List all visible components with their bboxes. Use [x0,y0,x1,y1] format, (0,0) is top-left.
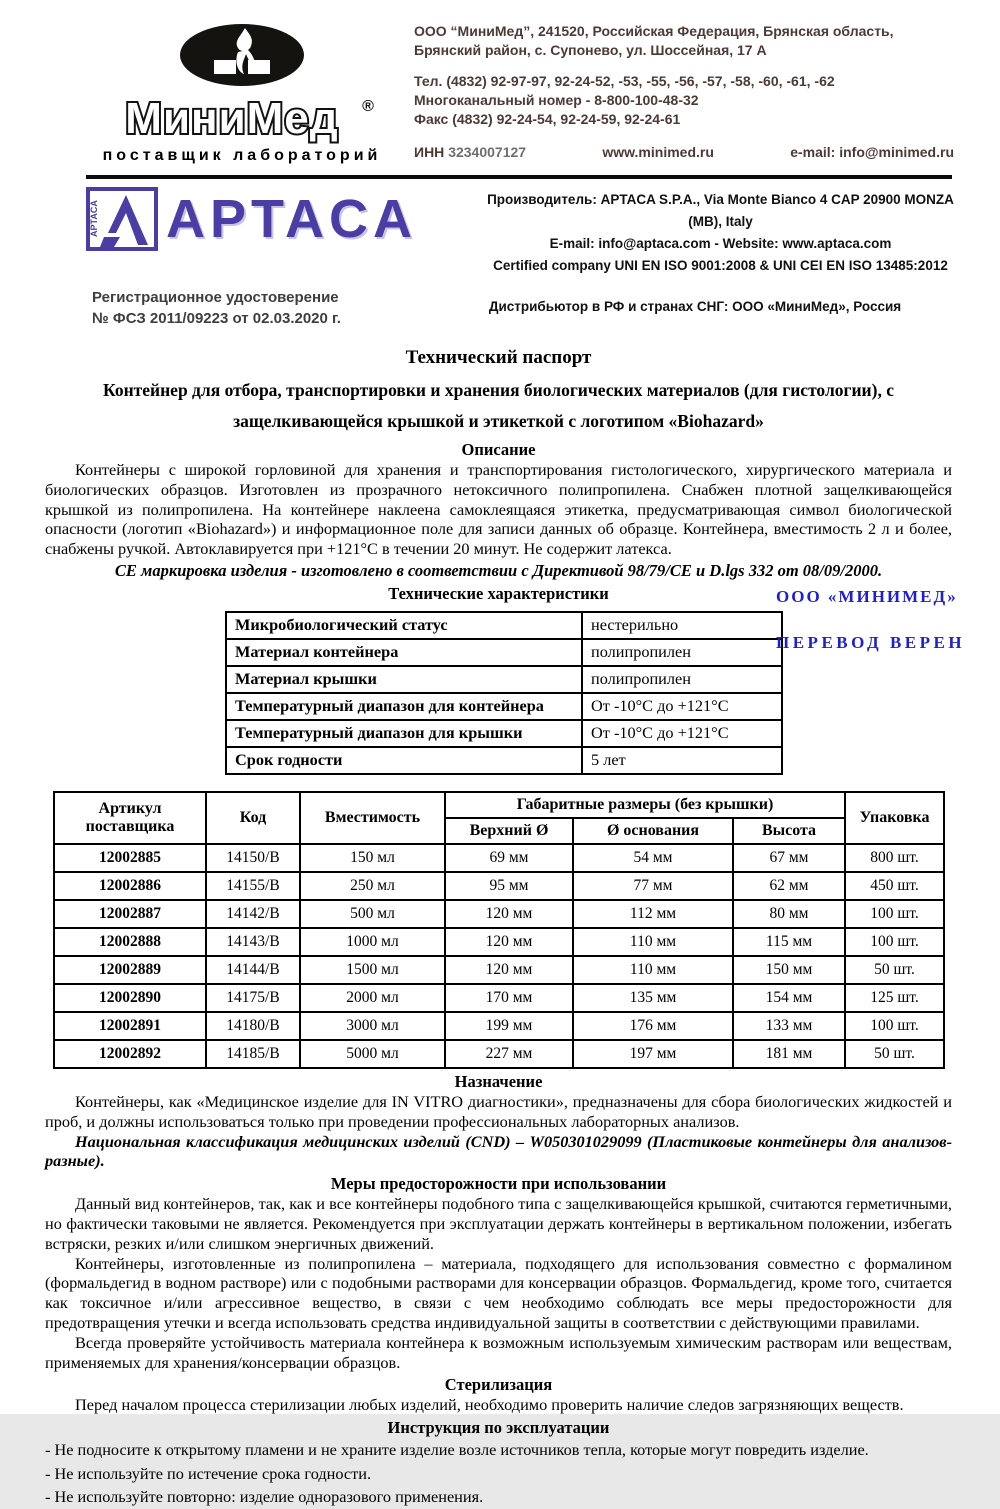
minimed-wordmark [92,93,392,145]
page-title: Технический паспорт [405,347,592,368]
column-header-top-diameter: Верхний Ø [445,818,573,844]
table-cell: 450 шт. [845,872,944,900]
website-text: www.minimed.ru [602,144,714,160]
table-cell: 170 мм [445,984,573,1012]
instruction-item: - Не подносите к открытому пламени и не храните изделие возле источников тепла, которые могут повредить изделие. [45,1440,869,1460]
fax-line: Факс (4832) 92-24-54, 92-24-59, 92-24-61 [414,111,681,127]
section-heading-purpose: Назначение [454,1071,543,1091]
section-heading-sterilization: Стерилизация [444,1375,553,1395]
table-cell: 800 шт. [845,844,944,872]
manufacturer-header [0,179,1000,277]
column-header-height: Высота [733,818,845,844]
registration-line: Регистрационное удостоверение [92,289,339,306]
table-cell: Материал крышки [226,666,582,693]
section-heading-instructions: Инструкция по эксплуатации [387,1418,610,1438]
table-row [226,639,782,666]
document-body [0,347,1000,1509]
table-cell: 77 мм [573,872,733,900]
supplier-contact-block [414,22,954,165]
table-cell: 150 мм [733,956,845,984]
table-row [54,984,944,1012]
table-cell: 12002886 [54,872,206,900]
table-header-row [54,792,944,818]
cnd-classification-paragraph: Национальная классификация медицинских изделий (CND) – W050301029099 (Пластиковые контейнеры для анализов- разные). [45,1131,952,1171]
tech-specs-table [225,611,783,775]
stamp-line: ООО «МИНИМЕД» [776,587,958,606]
table-cell: 12002892 [54,1040,206,1068]
precautions-paragraph-1: Данный вид контейнеров, так, как и все контейнеры подобного типа с защелкивающейся крышкой, считаются герметичными, но фактически таковыми не является. Рекомендуется при эксплуатации держать контейнеры в вертикальном положении, избегать встряски, резких и/или слишком энергичных движений. [45,1194,952,1253]
registration-row [0,277,1000,329]
table-cell: 1000 мл [300,928,445,956]
table-row [54,872,944,900]
description-paragraph: Контейнеры с широкой горловиной для хранения и транспортирования гистологического, хирургического материала и биологических образцов. Изготовлен из прозрачного нетоксичного полипропилена. Снабжен плотной защелкивающейся крышкой из полипропилена. На контейнере наклеена самоклеящаяся этикетка, предусматривающая символ биологической опасности (логотип «Biohazard») и информационное поле для записи данных об образце. Контейнера, вместимость 2 л и более, снабжены ручкой. Автоклавируется при +121°С в течении 20 минут. Не содержит латекса. [45,460,952,559]
table-cell: 14144/B [206,956,300,984]
brand-text: МиниМед [125,94,339,143]
page-subtitle: Контейнер для отбора, транспортировки и хранения биологических материалов (для гистологии), с защелкивающейся крышкой и этикеткой с логотипом «Biohazard» [103,380,894,431]
table-cell: 154 мм [733,984,845,1012]
registration-number: № ФСЗ 2011/09223 от 02.03.2020 г. [92,310,341,327]
aptaca-emblem-icon [86,187,158,251]
minimed-logo [86,22,398,165]
table-cell: 100 шт. [845,900,944,928]
table-cell: 3000 мл [300,1012,445,1040]
translation-stamp [776,588,965,651]
table-cell: 12002889 [54,956,206,984]
table-cell: 14150/B [206,844,300,872]
registration-certificate [92,287,460,329]
table-row [226,666,782,693]
table-cell: 133 мм [733,1012,845,1040]
table-row [54,928,944,956]
table-cell: 12002891 [54,1012,206,1040]
table-cell: 50 шт. [845,956,944,984]
phone-line: Тел. (4832) 92-97-97, 92-24-52, -53, -55, -56, -57, -58, -60, -61, -62 [414,73,835,89]
table-cell: 110 мм [573,956,733,984]
table-cell: 12002885 [54,844,206,872]
stamp-line: ПЕРЕВОД ВЕРЕН [776,633,966,652]
table-cell: 12002890 [54,984,206,1012]
table-cell: 120 мм [445,956,573,984]
table-cell: 80 мм [733,900,845,928]
table-cell: 12002887 [54,900,206,928]
table-cell: 199 мм [445,1012,573,1040]
table-cell: 500 мл [300,900,445,928]
brand-tagline: поставщик лабораторий [102,147,382,164]
table-cell: 2000 мл [300,984,445,1012]
table-cell: Температурный диапазон для крышки [226,720,582,747]
table-cell: 14143/B [206,928,300,956]
table-row [226,747,782,774]
table-cell: 100 шт. [845,1012,944,1040]
table-row [54,1012,944,1040]
table-cell: 5 лет [582,747,782,774]
table-cell: 181 мм [733,1040,845,1068]
column-header-dimensions: Габаритные размеры (без крышки) [445,792,845,818]
table-cell: 227 мм [445,1040,573,1068]
table-cell: 50 шт. [845,1040,944,1068]
section-heading-description: Описание [461,440,536,459]
table-cell: Материал контейнера [226,639,582,666]
producer-line: Производитель: APTACA S.P.A., Via Monte Bianco 4 CAP 20900 MONZA (MB), Italy [487,192,954,229]
purpose-paragraph: Контейнеры, как «Медицинское изделие для IN VITRO диагностики», предназначены для сбора биологических жидкостей и проб, и должны использоваться только при проведении профессиональных лабораторных анализов. [45,1091,952,1131]
manufacturer-contact-line: E-mail: info@aptaca.com - Website: www.aptaca.com [549,236,892,251]
aptaca-logo [86,187,486,251]
table-cell: От -10°С до +121°С [582,720,782,747]
instruction-item: - Не используйте по истечение срока годности. [45,1463,372,1483]
table-cell: 120 мм [445,900,573,928]
table-row [54,844,944,872]
svg-text:APTACA: APTACA [89,200,99,237]
column-header-code: Код [206,792,300,844]
table-cell: Срок годности [226,747,582,774]
table-cell: 14180/B [206,1012,300,1040]
table-row [226,720,782,747]
supplier-header [0,0,1000,165]
table-row [54,900,944,928]
table-cell: От -10°С до +121°С [582,693,782,720]
table-cell: Микробиологический статус [226,612,582,639]
table-cell: 176 мм [573,1012,733,1040]
sterilization-paragraph: Перед началом процесса стерилизации любых изделий, необходимо проверить наличие следов загрязняющих веществ. [75,1395,904,1415]
section-heading-tech-specs: Технические характеристики [388,583,609,603]
table-cell: 12002888 [54,928,206,956]
precautions-paragraph-2: Контейнеры, изготовленные из полипропилена – материала, подходящего для использования совместно с формалином (формальдегид в водном растворе) или с подобными растворами для консервации образцов. Формальдегид, кроме того, считается как токсичное и/или агрессивное вещество, в связи с чем необходимо соблюдать все меры предосторожности для предотвращения утечки и всегда использовать средства индивидуальной защиты в соответствии с действующими правилами. [45,1253,952,1332]
column-header-packaging: Упаковка [845,792,944,844]
table-cell: 1500 мл [300,956,445,984]
aptaca-wordmark: APTACA [166,189,417,249]
manufacturer-info-block [486,189,955,277]
table-cell: Температурный диапазон для контейнера [226,693,582,720]
precautions-paragraph-3: Всегда проверяйте устойчивость материала контейнера к возможным используемым химическим растворам или веществам, применяемых для хранения/консервации образцов. [45,1332,952,1372]
table-cell: 115 мм [733,928,845,956]
certified-line: Certified company UNI EN ISO 9001:2008 & UNI CEI EN ISO 13485:2012 [493,258,948,273]
ce-marking-line: СЕ маркировка изделия - изготовлено в соответствии с Директивой 98/79/СЕ и D.lgs 332 от 08/09/2000. [114,560,883,580]
table-cell: нестерильно [582,612,782,639]
table-cell: 5000 мл [300,1040,445,1068]
table-cell: 14175/B [206,984,300,1012]
table-cell: 95 мм [445,872,573,900]
table-cell: 197 мм [573,1040,733,1068]
table-cell: 120 мм [445,928,573,956]
table-cell: 69 мм [445,844,573,872]
minimed-emblem-icon [152,22,332,88]
column-header-base-diameter: Ø основания [573,818,733,844]
table-cell: 100 шт. [845,928,944,956]
table-cell: 112 мм [573,900,733,928]
table-cell: 110 мм [573,928,733,956]
table-cell: 54 мм [573,844,733,872]
table-cell: 14142/B [206,900,300,928]
instruction-item: - Не используйте повторно: изделие одноразового применения. [45,1487,484,1507]
table-cell: 135 мм [573,984,733,1012]
registered-mark: ® [362,98,374,115]
table-cell: 150 мл [300,844,445,872]
table-cell: полипропилен [582,666,782,693]
multichannel-line: Многоканальный номер - 8-800-100-48-32 [414,92,699,108]
table-cell: 62 мм [733,872,845,900]
address-line: Брянский район, с. Супонево, ул. Шоссейная, 17 А [414,42,767,58]
table-cell: полипропилен [582,639,782,666]
section-heading-precautions: Меры предосторожности при использовании [330,1174,667,1194]
table-row [226,693,782,720]
table-cell: 125 шт. [845,984,944,1012]
column-header-article: Артикул поставщика [54,792,206,844]
table-cell: 250 мл [300,872,445,900]
table-cell: 14185/B [206,1040,300,1068]
email-text: e-mail: info@minimed.ru [790,144,954,160]
table-cell: 14155/B [206,872,300,900]
table-cell: 67 мм [733,844,845,872]
distributor-line: Дистрибьютор в РФ и странах СНГ: ООО «МиниМед», Россия [488,299,902,314]
table-row [226,612,782,639]
address-line: ООО “МиниМед”, 241520, Российская Федерация, Брянская область, [414,23,894,39]
column-header-capacity: Вместимость [300,792,445,844]
inn-value: 3234007127 [448,144,527,160]
inn: ИНН 3234007127 [414,144,527,160]
table-row [54,1040,944,1068]
table-row [54,956,944,984]
products-table [53,791,945,1069]
